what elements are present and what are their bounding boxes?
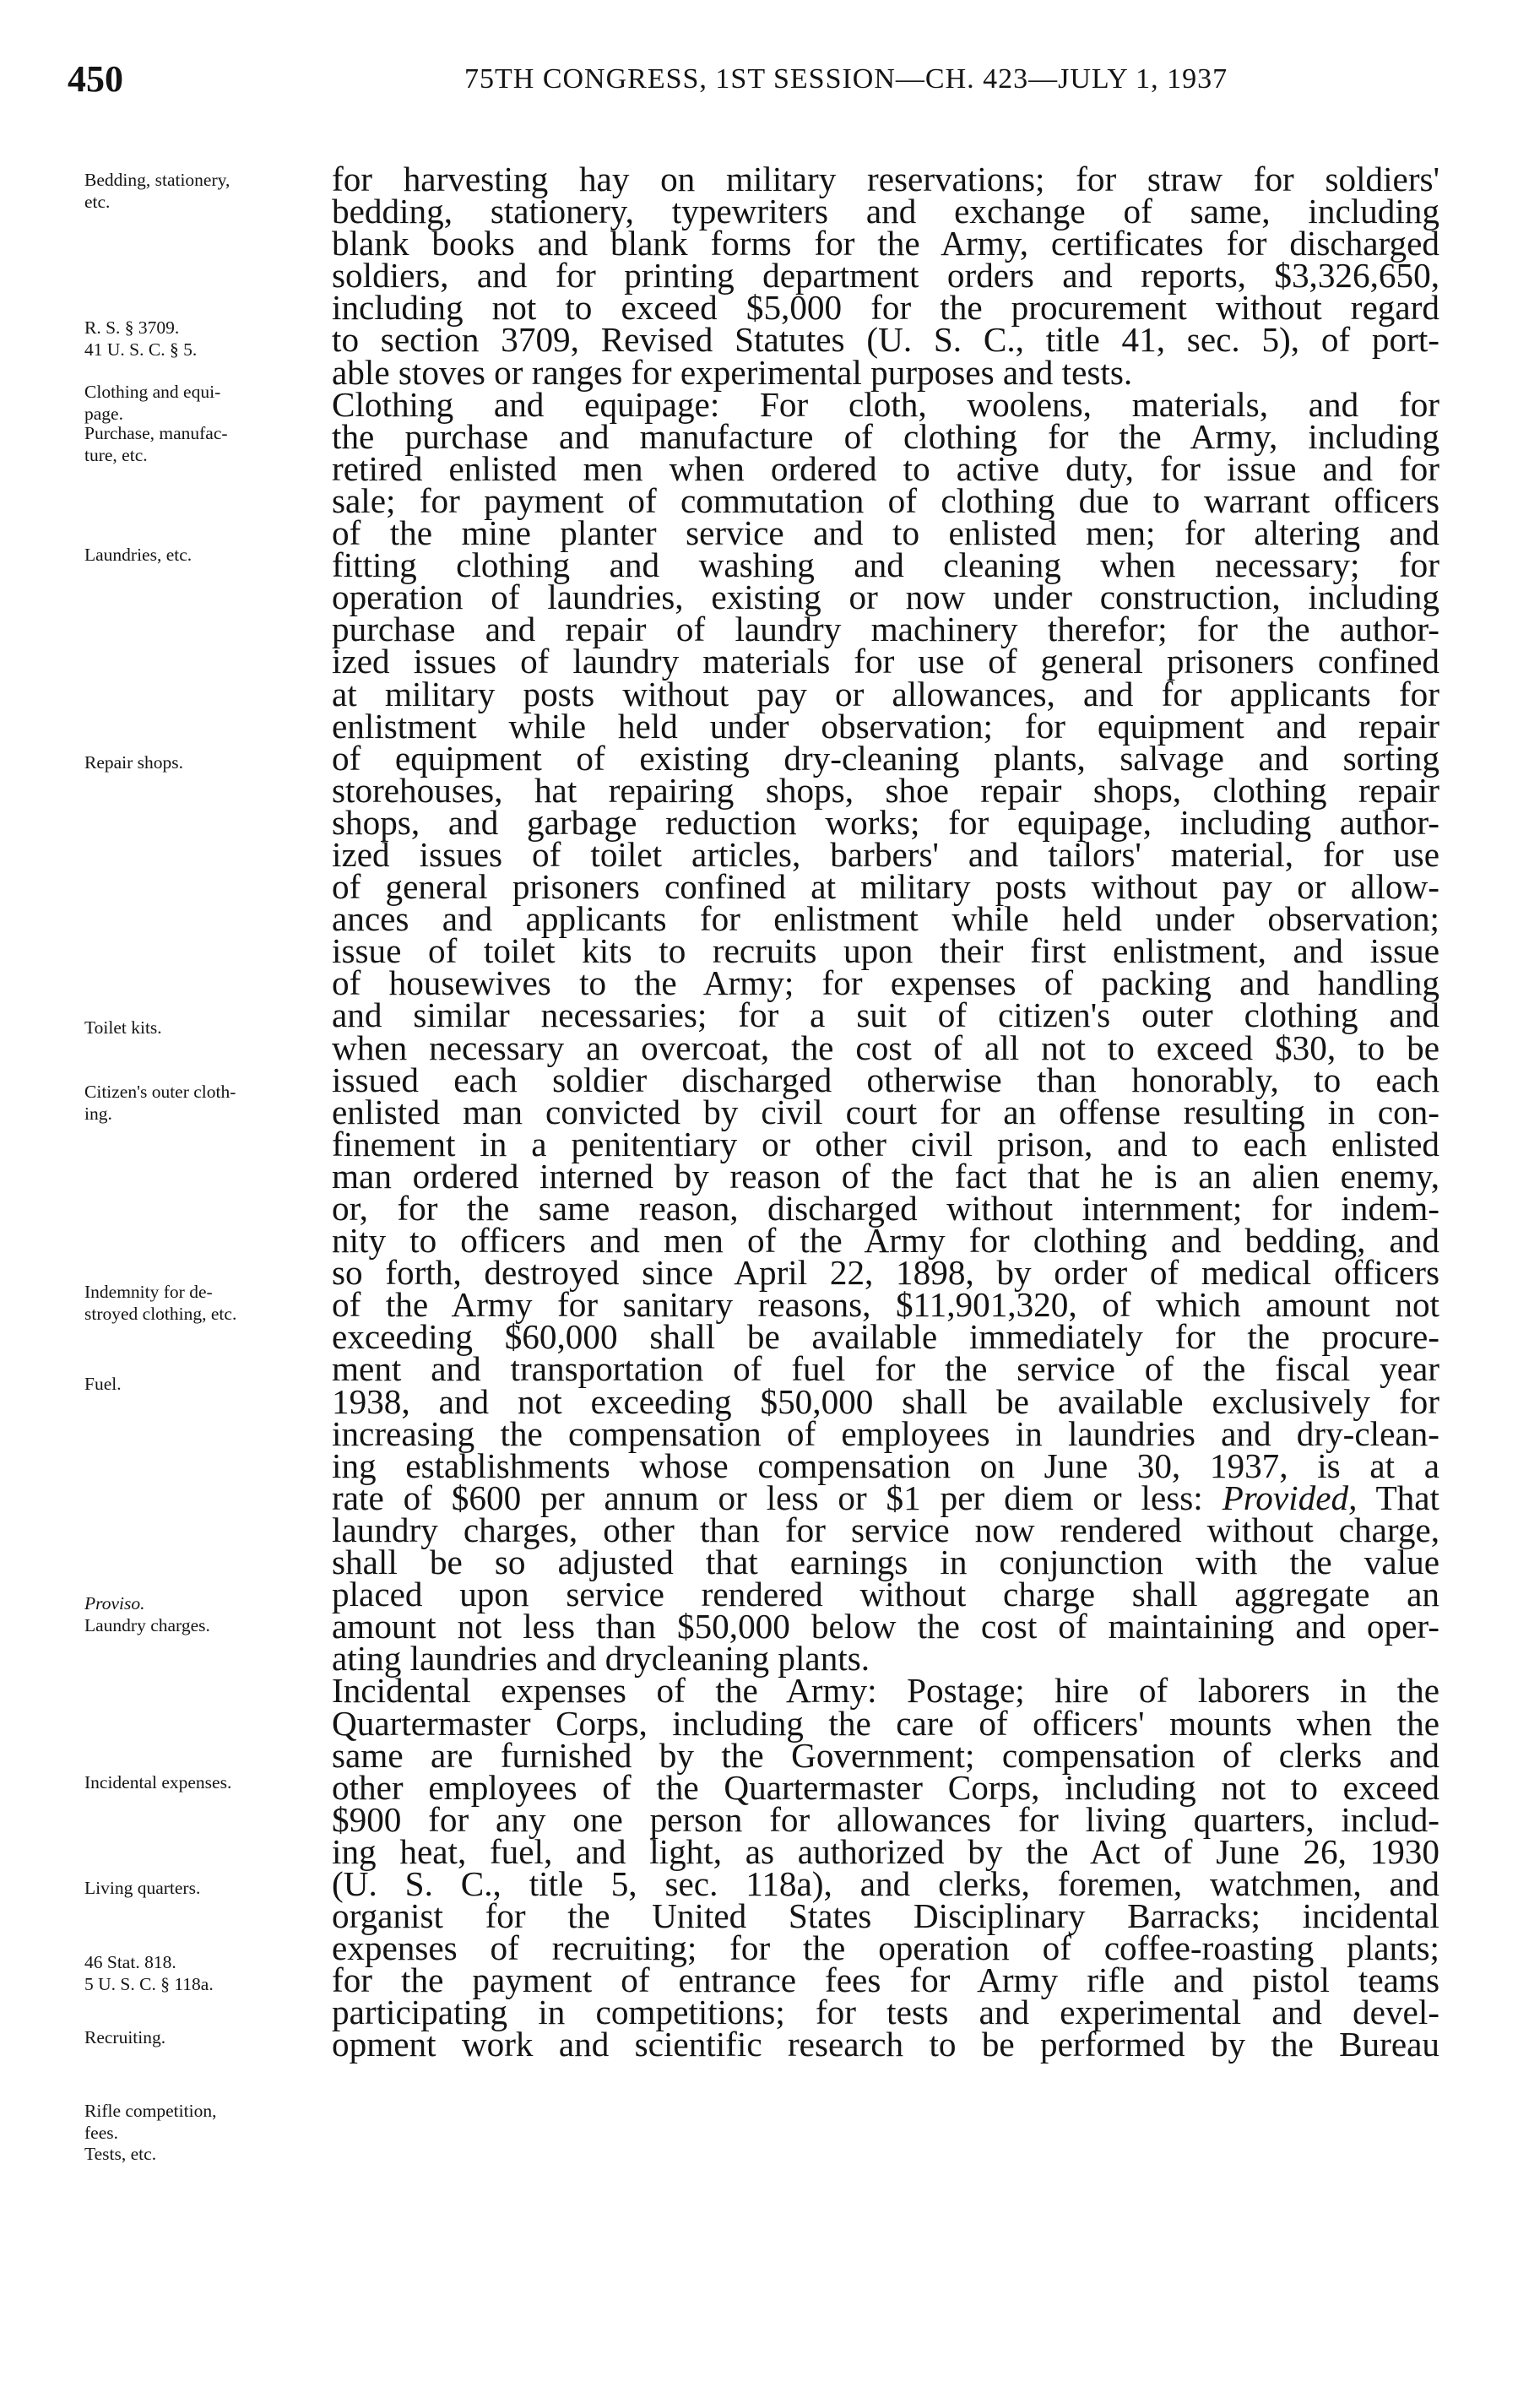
text-line: issued each soldier discharged otherwise than honorably, to each [332, 1060, 1439, 1099]
text-line: Incidental expenses of the Army: Postage; hire of laborers in the [332, 1671, 1439, 1711]
margin-note-line: 46 Stat. 818. [84, 1952, 176, 1972]
text-line: enlistment while held under observation; for equipment and repair [332, 706, 1439, 746]
margin-note [84, 2100, 338, 2144]
margin-note-line: Fuel. [84, 1374, 122, 1394]
text-line: blank books and blank forms for the Army, certificates for discharged [332, 224, 1439, 263]
text-line: (U. S. C., title 5, sec. 118a), and clerks, foremen, watchmen, and [332, 1863, 1439, 1903]
margin-note-line: R. S. § 3709. [84, 317, 180, 338]
margin-note [84, 1592, 338, 1636]
text-line: participating in competitions; for tests and experimental and devel- [332, 1993, 1439, 2032]
margin-note [84, 1771, 338, 1793]
text-line: the purchase and manufacture of clothing for the Army, including [332, 416, 1439, 456]
text-line: retired enlisted men when ordered to active duty, for issue and for [332, 448, 1439, 488]
text-line: or, for the same reason, discharged without internment; for indem- [332, 1189, 1439, 1228]
text-line: issue of toilet kits to recruits upon their first enlistment, and issue [332, 931, 1439, 971]
text-line: soldiers, and for printing department orders and reports, $3,326,650, [332, 256, 1439, 296]
margin-note [84, 1081, 338, 1125]
text-line: to section 3709, Revised Statutes (U. S. C., title 41, sec. 5), of port- [332, 320, 1439, 360]
text-line: other employees of the Quartermaster Corps, including not to exceed [332, 1767, 1439, 1807]
text-line: for the payment of entrance fees for Army rifle and pistol teams [332, 1961, 1439, 2000]
margin-note-line: Indemnity for de- [84, 1282, 213, 1302]
text-line: including not to exceed $5,000 for the procurement without regard [332, 288, 1439, 328]
text-line: same are furnished by the Government; compensation of clerks and [332, 1735, 1439, 1775]
margin-note-line: Toilet kits. [84, 1017, 162, 1038]
page-number: 450 [68, 58, 123, 100]
text-line: when necessary an overcoat, the cost of all not to exceed $30, to be [332, 1028, 1439, 1067]
margin-note-line: 5 U. S. C. § 118a. [84, 1974, 214, 1994]
text-line: fitting clothing and washing and cleaning when necessary; for [332, 545, 1439, 585]
margin-note-line: ing. [84, 1104, 112, 1124]
text-line: ized issues of toilet articles, barbers' and tailors' material, for use [332, 834, 1439, 874]
text-line: increasing the compensation of employees in laundries and dry-clean- [332, 1413, 1439, 1453]
page-header [0, 54, 1518, 105]
text-line: exceeding $60,000 shall be available immediately for the procure- [332, 1317, 1439, 1357]
text-line: rate of $600 per annum or less or $1 per diem or less: Provided, That [332, 1478, 1439, 1517]
text-line: of equipment of existing dry-cleaning plants, salvage and sorting [332, 738, 1439, 778]
text-line: $900 for any one person for allowances for living quarters, includ- [332, 1799, 1439, 1839]
text-line: finement in a penitentiary or other civil prison, and to each enlisted [332, 1124, 1439, 1163]
text-line: organist for the United States Disciplinary Barracks; incidental [332, 1896, 1439, 1936]
text-line: ing heat, fuel, and light, as authorized by the Act of June 26, 1930 [332, 1831, 1439, 1871]
text-line: 1938, and not exceeding $50,000 shall be available exclusively for [332, 1381, 1439, 1421]
text-line: expenses of recruiting; for the operation of coffee-roasting plants; [332, 1928, 1439, 1968]
proviso-italic: Provided, [1222, 1478, 1358, 1517]
margin-note-line: Proviso. [84, 1593, 145, 1613]
margin-note [84, 381, 338, 425]
text-line: placed upon service rendered without charge shall aggregate an [332, 1575, 1439, 1614]
text-line: at military posts without pay or allowances, and for applicants for [332, 674, 1439, 713]
margin-note-line: page. [84, 404, 123, 424]
margin-note-line: Recruiting. [84, 2027, 166, 2047]
text-line: ized issues of laundry materials for use of general prisoners confined [332, 642, 1439, 681]
text-line: ing establishments whose compensation on June 30, 1937, is at a [332, 1445, 1439, 1485]
margin-note-line: 41 U. S. C. § 5. [84, 339, 198, 360]
text-line: bedding, stationery, typewriters and exchange of same, including [332, 192, 1439, 231]
text-line: of housewives to the Army; for expenses of packing and handling [332, 963, 1439, 1003]
margin-note [84, 2143, 338, 2165]
margin-note-line: Bedding, stationery, [84, 170, 230, 190]
margin-note-line: Rifle competition, [84, 2101, 217, 2121]
margin-note-line: Incidental expenses. [84, 1772, 232, 1792]
margin-note-line: Living quarters. [84, 1878, 201, 1898]
margin-note [84, 1281, 338, 1325]
text-line: shops, and garbage reduction works; for equipage, including author- [332, 802, 1439, 842]
margin-note-line: Laundries, etc. [84, 545, 192, 565]
margin-note-line: Citizen's outer cloth- [84, 1082, 236, 1102]
margin-note-line: Repair shops. [84, 752, 184, 773]
margin-note [84, 2026, 338, 2048]
text-line: Quartermaster Corps, including the care of officers' mounts when the [332, 1703, 1439, 1743]
text-line: purchase and repair of laundry machinery therefor; for the author- [332, 610, 1439, 649]
margin-note-line: ture, etc. [84, 445, 148, 465]
text-line: amount not less than $50,000 below the cost of maintaining and oper- [332, 1607, 1439, 1646]
margin-note [84, 422, 338, 466]
text-line: and similar necessaries; for a suit of citizen's outer clothing and [332, 995, 1439, 1035]
margin-note-line: stroyed clothing, etc. [84, 1304, 237, 1324]
running-head: 75TH CONGRESS, 1ST SESSION—CH. 423—JULY 1, 1937 [464, 63, 1228, 95]
margin-note-line: Clothing and equi- [84, 382, 221, 402]
text-line: opment work and scientific research to be performed by the Bureau [332, 2025, 1439, 2064]
text-line: laundry charges, other than for service now rendered without charge, [332, 1510, 1439, 1549]
statute-text [332, 160, 1439, 2064]
margin-note-line: etc. [84, 192, 111, 212]
text-line: shall be so adjusted that earnings in conjunction with the value [332, 1543, 1439, 1582]
margin-note-line: Laundry charges. [84, 1615, 210, 1635]
text-line: of the mine planter service and to enlisted men; for altering and [332, 513, 1439, 553]
text-line: Clothing and equipage: For cloth, woolens, materials, and for [332, 384, 1439, 424]
margin-note [84, 317, 338, 361]
text-line: ances and applicants for enlistment while held under observation; [332, 899, 1439, 939]
text-line: operation of laundries, existing or now under construction, including [332, 578, 1439, 617]
text-line: able stoves or ranges for experimental purposes and tests. [332, 352, 1133, 392]
margin-note [84, 1017, 338, 1039]
margin-note [84, 1877, 338, 1899]
text-line: for harvesting hay on military reservations; for straw for soldiers' [332, 160, 1439, 198]
margin-note [84, 751, 338, 773]
text-line: nity to officers and men of the Army for clothing and bedding, and [332, 1221, 1439, 1261]
text-line: man ordered interned by reason of the fact that he is an alien enemy, [332, 1156, 1439, 1196]
text-line: ment and transportation of fuel for the service of the fiscal year [332, 1349, 1439, 1389]
margin-note-line: Tests, etc. [84, 2144, 157, 2164]
text-line: of the Army for sanitary reasons, $11,901,320, of which amount not [332, 1285, 1439, 1325]
margin-note [84, 1951, 338, 1995]
margin-note-line: Purchase, manufac- [84, 423, 228, 443]
text-line: storehouses, hat repairing shops, shoe repair shops, clothing repair [332, 770, 1439, 810]
margin-note [84, 544, 338, 566]
margin-note [84, 1373, 338, 1395]
text-line: so forth, destroyed since April 22, 1898, by order of medical officers [332, 1253, 1439, 1293]
text-line: enlisted man convicted by civil court for an offense resulting in con- [332, 1092, 1439, 1131]
text-line: ating laundries and drycleaning plants. [332, 1639, 870, 1679]
text-line: sale; for payment of commutation of clothing due to warrant officers [332, 480, 1439, 520]
margin-note-line: fees. [84, 2123, 118, 2143]
margin-note [84, 169, 338, 213]
text-line: of general prisoners confined at military posts without pay or allow- [332, 867, 1439, 907]
